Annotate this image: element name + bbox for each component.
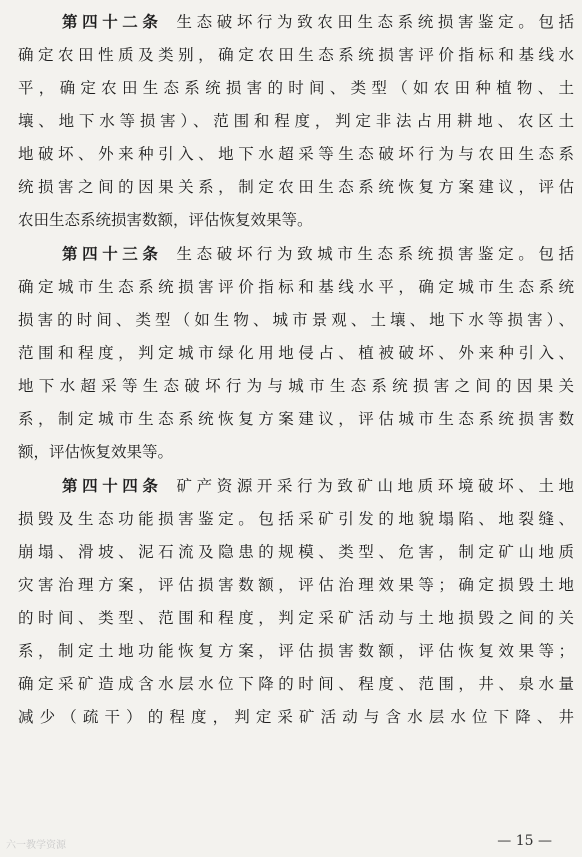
article-line: 平，确定农田生态系统损害的时间、类型（如农田种植物、土	[18, 79, 574, 97]
article-line: 的时间、类型、范围和程度，判定采矿活动与土地损毁之间的关	[18, 609, 574, 627]
article-number: 第四十三条	[62, 245, 163, 263]
article-line: 系，制定土地功能恢复方案，评估损害数额，评估恢复效果等；	[18, 642, 574, 660]
article-line: 损害的时间、类型（如生物、城市景观、土壤、地下水等损害）、	[18, 311, 574, 329]
article-line: 第四十三条 生态破坏行为致城市生态系统损害鉴定。包括	[62, 245, 574, 263]
article-line: 第四十二条 生态破坏行为致农田生态系统损害鉴定。包括	[62, 13, 574, 31]
article-line: 确定采矿造成含水层水位下降的时间、程度、范围，井、泉水量	[18, 675, 574, 693]
article-line: 地下水超采等生态破坏行为与城市生态系统损害之间的因果关	[18, 377, 574, 395]
article-number: 第四十二条	[62, 13, 163, 31]
article-line: 减少（疏干）的程度，判定采矿活动与含水层水位下降、井	[18, 708, 574, 726]
article-line: 地破坏、外来种引入、地下水超采等生态破坏行为与农田生态系	[18, 145, 574, 163]
article-line: 崩塌、滑坡、泥石流及隐患的规模、类型、危害，制定矿山地质	[18, 543, 574, 561]
article-number: 第四十四条	[62, 477, 163, 495]
article-line: 系，制定城市生态系统恢复方案建议，评估城市生态系统损害数	[18, 410, 574, 428]
article-line: 额，评估恢复效果等。	[18, 443, 174, 461]
watermark: 六一教学资源	[6, 840, 66, 851]
article-line: 灾害治理方案，评估损害数额，评估治理效果等；确定损毁土地	[18, 576, 574, 594]
article-line: 壤、地下水等损害）、范围和程度，判定非法占用耕地、农区土	[18, 112, 574, 130]
article-line: 确定城市生态系统损害评价指标和基线水平，确定城市生态系统	[18, 278, 574, 296]
article-line: 统损害之间的因果关系，制定农田生态系统恢复方案建议，评估	[18, 178, 574, 196]
page-number: — 15 —	[497, 833, 552, 849]
article-43	[18, 238, 574, 469]
article-line: 第四十四条 矿产资源开采行为致矿山地质环境破坏、土地	[62, 477, 574, 495]
article-44	[18, 470, 574, 734]
article-line: 确定农田性质及类别，确定农田生态系统损害评价指标和基线水	[18, 46, 574, 64]
article-line: 损毁及生态功能损害鉴定。包括采矿引发的地貌塌陷、地裂缝、	[18, 510, 574, 528]
document-page	[18, 6, 574, 735]
article-line: 农田生态系统损害数额，评估恢复效果等。	[18, 211, 313, 229]
article-line: 范围和程度，判定城市绿化用地侵占、植被破坏、外来种引入、	[18, 344, 574, 362]
article-42	[18, 6, 574, 237]
